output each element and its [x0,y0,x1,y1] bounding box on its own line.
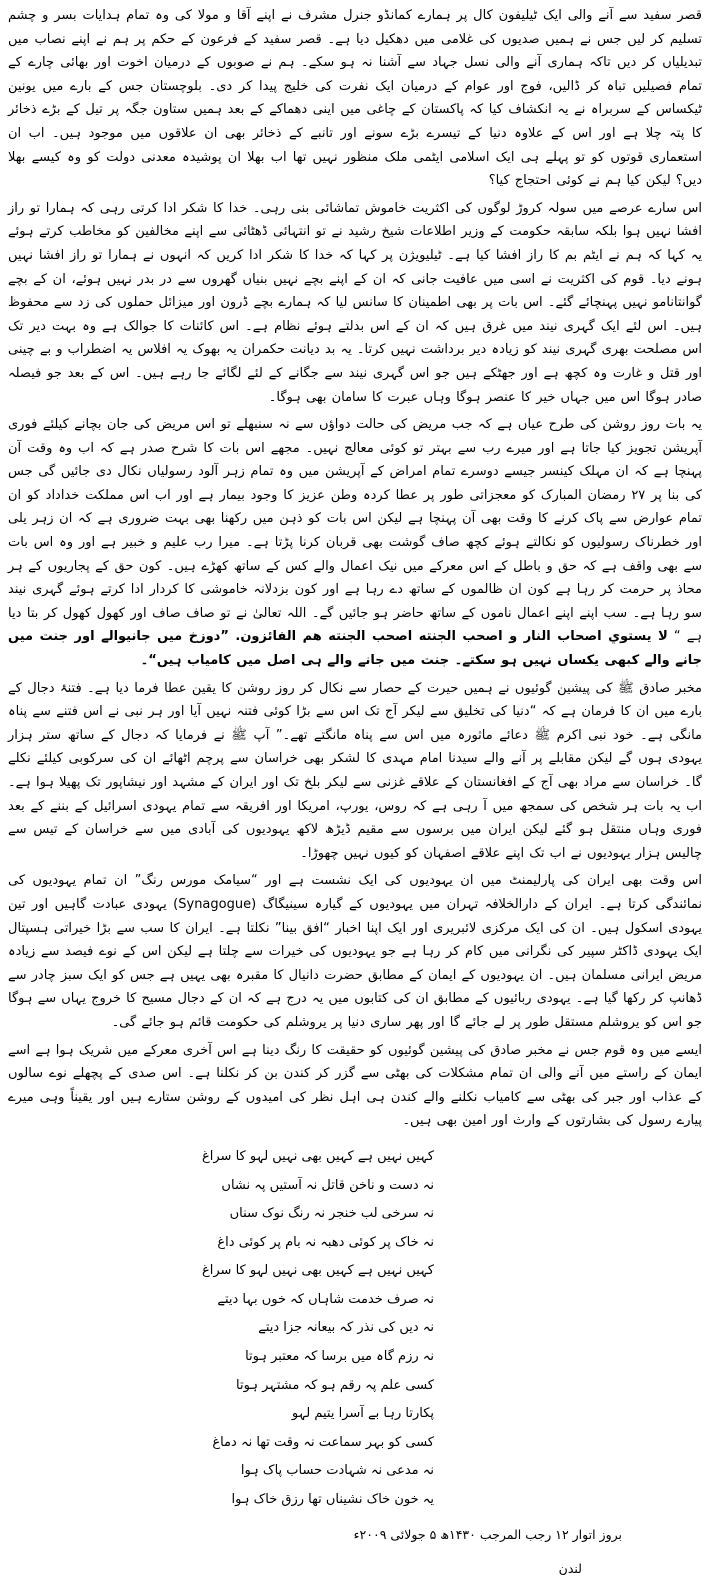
poem-line: نہ مدعی نہ شہادت حساب پاک ہوا [240,1463,434,1479]
quran-quote: لا يستوي اصحاب النار و اصحب الجنته اصحب الجنته هم الفائزون. ”دوزخ میں جانیوالے اور جنت میں جانے والے کبھی یکساں نہیں ہو سکتے۔ جنت میں جانے والے ہی اصل میں کامیاب ہیں“۔ [8,629,702,669]
poem-line: نہ خاک پر کوئی دھبہ نہ بام پر کوئی داغ [217,1234,434,1250]
paragraph-6: ایسے میں وہ قوم جس نے مخبر صادق کی پیشین گوئیوں کو حقیقت کا رنگ دینا ہے اس آخری معرکے میں شریک ہوا ہے اسے ایمان کے راستے میں آنے والی ان تمام مشکلات کی بھٹی سے گزر کر کندن بن کر نکلنا ہے۔ اس صدی کے پچھلے نوے سالوں کے عذاب اور جبر کی بھٹی سے کامیاب نکلنے والے کندن ہی اہل نظر کی امیدوں کے روشن ستارے ہیں اور یقیناً وہی میرے پیارے رسول کی بشارتوں کے وارث اور امین بھی ہیں۔ [8,1042,702,1129]
paragraph-3-text: یہ بات روز روشن کی طرح عیاں ہے کہ جب مریض کی حالت دواؤں سے نہ سنبھلے تو اس مریض کی جان بچانے کیلئے فوری آپریشن تجویز کیا جاتا ہے اور میرے رب سے بہتر تو کوئی معالج نہیں۔ مجھے اس بات کا شرح صدر ہے کہ اب وہ وقت آن پہنچا ہے کہ ان مہلک کینسر جیسے دوسرے تمام امراض کے آپریشن میں وہ تمام زہر آلود رسولیاں نکال دی جائیں گی جس کی بنا پر ۲۷ رمضان المبارک کو معجزاتی طور پر عطا کردہ وطن عزیز کا وجود بیمار ہے اور اب اس مملکت خداداد کو ان تمام عوارض سے پاک کرنے کا وقت بھی آن پہنچا ہے لیکن اس بات کو ذہن میں رکھنا بھی بہت ضروری ہے کہ ان زہر یلی اور خطرناک رسولیوں کو نکالتے ہوئے کچھ صاف گوشت بھی قربان کرنا پڑتا ہے۔ میرا رب علیم و خبیر ہے اور وہ اس بات سے بھی واقف ہے کہ حق و باطل کے اس معرکے میں نیک اعمال والے کس کے ساتھ کھڑے ہیں۔ کون حق کے پجاریوں کے ہر محاذ پر حرمت کر رہا ہے کون ان ظالموں کے ساتھ دے رہا ہے اور کون بزدلانہ خاموشی کا کردار ادا کرتے ہوئے گہری نیند سو رہا ہے۔ سب اپنے اپنے اعمال ناموں کے ساتھ حاضر ہو جائیں گے۔ اللہ تعالیٰ نے تو صاف صاف اور کھول کھول کر بتا دیا ہے “ [8,417,703,645]
poem-line: نہ سرخی لب خنجر نہ رنگ نوک سناں [229,1206,434,1222]
signature-block [8,1525,702,1579]
paragraph-3 [8,413,702,673]
poem [8,1143,702,1515]
paragraph-1: قصر سفید سے آنے والی ایک ٹیلیفون کال پر ہمارے کمانڈو جنرل مشرف نے اپنے آقا و مولا کی وہ تمام ہدایات بسر و چشم تسلیم کر لیں جس نے ہمیں صدیوں کی غلامی میں دھکیل دیا ہے۔ قصر سفید کے فرعون کے حکم پر ہم نے اپنے نصاب میں تبدیلیاں کر دیں تاکہ ہماری آنے والی نسل جہاد سے آشنا نہ ہو سکے۔ ہم نے صوبوں کے درمیان اخوت اور بھائی چارے کے تمام فصیلیں تباہ کر ڈالیں، فوج اور عوام کے درمیان ایک نفرت کی خلیج پیدا کر دی۔ بلوچستان جس کے بارے میں یونین ٹیکساس کے سربراہ نے یہ انکشاف کیا کہ پاکستان کے چاغی میں اینی دھماکے کے بعد ہمیں ستاون جگہ پر تیل کے بڑے ذخائر کا پتہ چلا ہے اور اس کے علاوہ دنیا کے تیسرے بڑے سونے اور تانبے کے ذخائر بھی ان علاقوں میں موجود ہیں۔ اب ان استعماری قوتوں کو تو پہلے ہی ایک اسلامی ایٹمی ملک منظور نہیں تھا اب بھلا ان پوشیدہ معدنی دولت کو وہ کیسے بھلا دیں؟ لیکن کیا ہم نے کوئی احتجاج کیا؟ [8,8,702,189]
poem-line: نہ دست و ناخن قاتل نہ آستیں پہ نشاں [221,1177,434,1193]
poem-line: پکارتا رہا بے آسرا یتیم لہو [291,1406,434,1422]
signature-city: لندن [558,1560,582,1576]
poem-line: کسی کو بہر سماعت نہ وقت تھا نہ دماغ [212,1434,434,1450]
poem-line: کہیں نہیں ہے کہیں بھی نہیں لہو کا سراغ [202,1148,434,1164]
poem-line: کہیں نہیں ہے کہیں بھی نہیں لہو کا سراغ [202,1263,434,1279]
poem-line: کسی علم پہ رقم ہو کہ مشتہر ہوتا [236,1377,434,1393]
poem-line: نہ صرف خدمت شاہاں کہ خوں بہا دیتے [217,1291,434,1307]
paragraph-4: مخبر صادق ﷺ کی پیشین گوئیوں نے ہمیں حیرت کے حصار سے نکال کر روز روشن کا یقین عطا فرما دیا ہے۔ فتنۂ دجال کے بارے میں ان کا فرمان ہے کہ “دنیا کی تخلیق سے لیکر آج تک اس سے بڑا کوئی فتنہ نہیں آیا اور ہر نبی نے اس فتنے سے پناہ مانگی ہے۔ خود نبی اکرم ﷺ دعائے ماثورہ میں اس سے پناہ مانگتے تھے۔” آپ ﷺ نے فرمایا کہ دجال کے ساتھ ستر ہزار یہودی ہوں گے لیکن مقابلے پر آنے والے سیدنا امام مہدی کا لشکر بھی خراسان سے پرچم اٹھائے ان کی سرکوبی کیلئے نکلے گا۔ خراسان سے مراد بھی آج کے افغانستان کے علاقے غزنی سے لیکر بلخ تک اور ایران کے مشہد اور نیشاپور تک پھیلا ہوا ہے۔ اب یہ بات ہر شخص کی سمجھ میں آ رہی ہے کہ روس، یورپ، امریکا اور افریقہ سے تمام یہودی اسرائیل کے بننے کے بعد فوری وہاں منتقل ہو گئے لیکن ایران میں برسوں سے مقیم ڈیڑھ لاکھ یہودیوں کی آبادی میں سے خراسان کے تیس سے چالیس ہزار یہودیوں نے اب تک اپنے علاقے اصفہان کو کیوں نہیں چھوڑا۔ [8,680,702,861]
poem-line: نہ دیں کی نذر کہ بیعانہ جزا دیتے [258,1320,434,1336]
paragraph-5: اس وقت بھی ایران کی پارلیمنٹ میں ان یہودیوں کی ایک نشست ہے اور “سیامک مورس رنگ” ان تمام یہودیوں کی نمائندگی کرتا ہے۔ ایران کے دارالخلافہ تہران میں یہودیوں کے گیارہ سینیگاگ (Synagogue) یہودی عبادت گاہیں اور تین یہودی اسکول ہیں۔ ان کی ایک مرکزی لائبریری اور ایک اپنا اخبار “افق بینا” نکلتا ہے۔ ایران کا سب سے بڑا خیراتی ہسپتال ایک یہودی ڈاکٹر سپیر کی نگرانی میں کام کر رہا ہے جو یہودیوں کی خیرات سے چلتا ہے لیکن اس کے نوے فیصد سے زیادہ مریض ایرانی مسلمان ہیں۔ ان یہودیوں کے ایمان کے مطابق حضرت دانیال کا مقبرہ بھی یہیں ہے جس کو ایک سبز چادر سے ڈھانپ کر رکھا گیا ہے۔ یہودی ربائیوں کے مطابق ان کی کتابوں میں یہ درج ہے کہ ان کے دجال مسیح کا خروج یہاں سے ہوگا جو اس کو یروشلم مستقل طور پر لے جائے گا اور پھر ساری دنیا پر یروشلم کی حکومت قائم ہو جائے گی۔ [8,873,702,1030]
signature-date: بروز اتوار ۱۲ رجب المرجب ۱۴۳۰ھ ۵ جولائی ۲۰۰۹ء [353,1526,622,1542]
poem-line: یہ خون خاک نشیناں تھا رزق خاک ہوا [231,1492,434,1508]
paragraph-2: اس سارے عرصے میں سولہ کروڑ لوگوں کی اکثریت خاموش تماشائی بنی رہی۔ خدا کا شکر ادا کرتی رہی کہ ہمارا تو راز افشا نہیں ہوا بلکہ سابقہ حکومت کے وزیر اطلاعات شیخ رشید نے تو انتہائی ڈھٹائی سے اپنے مخالفین کو مخاطب کرتے ہوئے یہ کہا کہ ہم نے ایٹم بم کا راز افشا کیا ہے۔ ٹیلیویژن پر کہا کہ خدا کا شکر ادا کریں کہ انہوں نے ہمارا تو راز افشا نہیں ہونے دیا۔ قوم کی اکثریت نے اسی میں عافیت جانی کہ ان کے اپنے بچے نہیں بنیاں گھروں سے در بدر نہیں ہوئے، ان کے بچے گوانتانامو نہیں پہنچائے گئے۔ اس بات پر بھی اطمینان کا سانس لیا کہ ہمارے بچے ڈرون اور میزائل حملوں کی زد سے محفوظ ہیں۔ اس لئے ایک گہری نیند میں غرق ہیں کہ ان کے اس بدلتے ہوئے نظام ہے۔ اس کائنات کا جوالک ہے وہ بہت دیر تک اس مصلحت بھری گہری نیند کو زیادہ دیر برداشت نہیں کرتا۔ یہ بد دیانت حکمران یہ بھوک یہ افلاس یہ اضطراب و بے چینی اور قتل و غارت وہ کچھ ہے اور جھٹکے ہیں جو اس گہری نیند سے جگانے کے لئے لگائے جا رہے ہیں۔ اس کے بعد جو فیصلہ صادر ہوگا اس میں جہاں خیر کا عنصر ہوگا وہاں عبرت کا سامان بھی ہوگا۔ [7,200,702,405]
poem-line: نہ رزم گاہ میں برسا کہ معتبر ہوتا [245,1349,434,1365]
